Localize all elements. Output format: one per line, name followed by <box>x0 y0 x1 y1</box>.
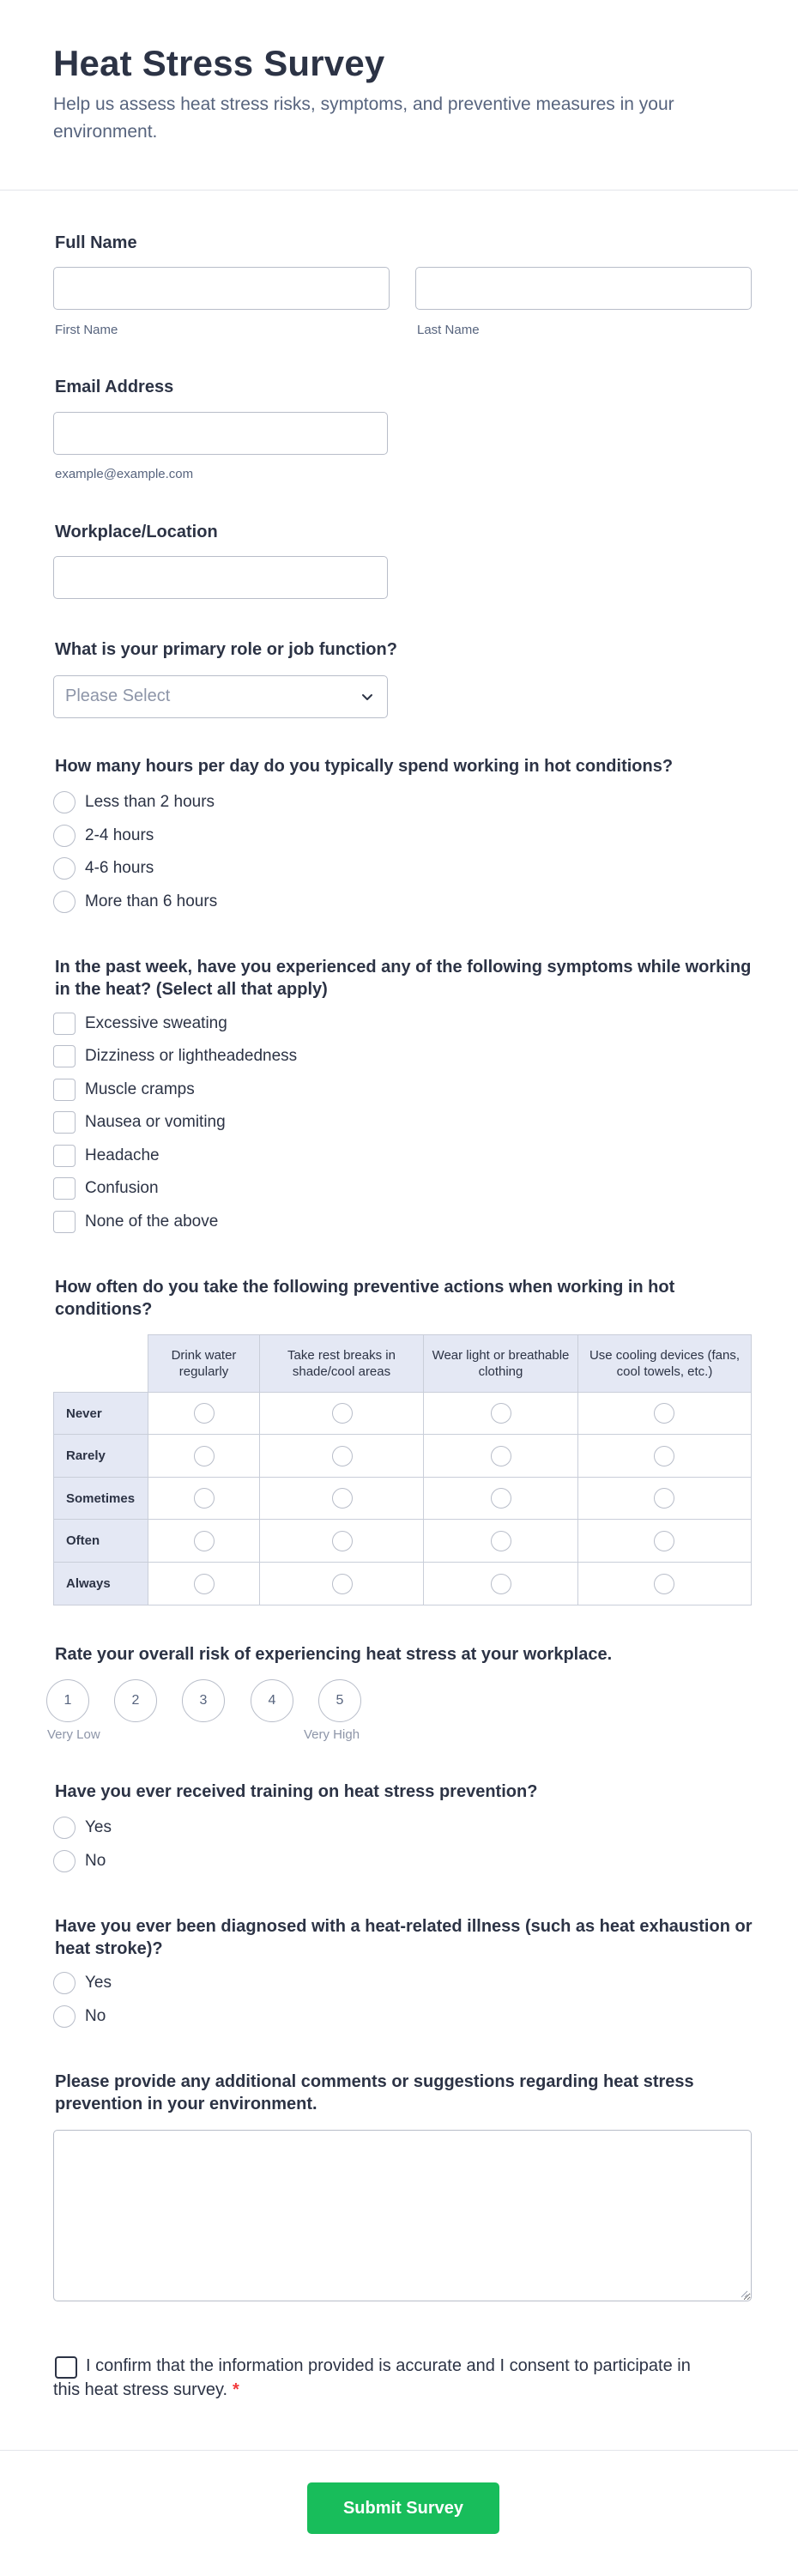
chevron-down-icon <box>358 687 377 706</box>
matrix-radio[interactable] <box>491 1531 511 1551</box>
last-name-input[interactable] <box>415 267 752 310</box>
email-sublabel: example@example.com <box>55 467 194 481</box>
training-label: Have you ever received training on heat stress prevention? <box>55 1782 538 1801</box>
preventive-label: How often do you take the following preventive actions when working in hot conditions? <box>55 1278 675 1319</box>
scale-option-5[interactable]: 5 <box>318 1679 361 1722</box>
matrix-row-header: Always <box>53 1562 148 1605</box>
radio-button[interactable] <box>53 2005 76 2028</box>
radio-button[interactable] <box>53 1850 76 1872</box>
radio-button[interactable] <box>53 825 76 847</box>
checkbox[interactable] <box>53 1177 76 1200</box>
matrix-radio[interactable] <box>194 1531 215 1551</box>
form-title: Heat Stress Survey <box>53 43 385 83</box>
matrix-radio[interactable] <box>194 1403 215 1424</box>
matrix-row-header: Often <box>53 1519 148 1563</box>
matrix-radio[interactable] <box>194 1446 215 1466</box>
matrix-row-divider <box>148 1434 752 1435</box>
hours-label: How many hours per day do you typically spend working in hot conditions? <box>55 757 674 776</box>
radio-button[interactable] <box>53 891 76 913</box>
symptoms-label: In the past week, have you experienced any of the following symptoms while working in the heat? (Select all that apply) <box>55 958 752 999</box>
email-field[interactable] <box>53 412 388 455</box>
radio-button[interactable] <box>53 1972 76 1994</box>
role-select-placeholder: Please Select <box>65 686 171 705</box>
radio-button[interactable] <box>53 857 76 880</box>
scale-high-label: Very High <box>304 1727 360 1742</box>
matrix-radio[interactable] <box>491 1403 511 1424</box>
first-name-input[interactable] <box>53 267 390 310</box>
matrix-column-header: Use cooling devices (fans, cool towels, etc.) <box>577 1334 752 1393</box>
matrix-column-header: Wear light or breathable clothing <box>423 1334 578 1393</box>
submit-button[interactable]: Submit Survey <box>307 2482 499 2534</box>
radio-button[interactable] <box>53 791 76 813</box>
matrix-radio[interactable] <box>332 1403 353 1424</box>
form-subtitle: Help us assess heat stress risks, symptoms, and preventive measures in your environment. <box>53 94 674 142</box>
matrix-row-divider <box>148 1562 752 1563</box>
matrix-radio[interactable] <box>654 1488 674 1509</box>
matrix-radio[interactable] <box>332 1446 353 1466</box>
footer-divider <box>0 2450 798 2451</box>
matrix-radio[interactable] <box>654 1574 674 1594</box>
matrix-column-header: Take rest breaks in shade/cool areas <box>259 1334 424 1393</box>
first-name-sublabel: First Name <box>55 323 118 337</box>
checkbox[interactable] <box>53 1111 76 1134</box>
checkbox[interactable] <box>53 1013 76 1035</box>
scale-option-2[interactable]: 2 <box>114 1679 157 1722</box>
matrix-row-header: Never <box>53 1392 148 1435</box>
scale-option-1[interactable]: 1 <box>46 1679 89 1722</box>
comments-textarea[interactable] <box>53 2130 752 2301</box>
matrix-row-divider <box>148 1519 752 1520</box>
email-label: Email Address <box>55 378 174 396</box>
role-label: What is your primary role or job function? <box>55 640 397 659</box>
matrix-radio[interactable] <box>654 1531 674 1551</box>
role-select[interactable] <box>53 675 388 718</box>
checkbox[interactable] <box>53 1079 76 1101</box>
comments-label: Please provide any additional comments or suggestions regarding heat stress prevention in your environment. <box>55 2072 694 2113</box>
matrix-radio[interactable] <box>332 1574 353 1594</box>
checkbox[interactable] <box>53 1145 76 1167</box>
matrix-radio[interactable] <box>194 1488 215 1509</box>
matrix-row-header: Rarely <box>53 1434 148 1478</box>
required-asterisk: * <box>233 2380 239 2399</box>
form-header <box>0 0 798 190</box>
matrix-radio[interactable] <box>654 1403 674 1424</box>
matrix-radio[interactable] <box>332 1488 353 1509</box>
full-name-label: Full Name <box>55 233 137 252</box>
diagnosed-label: Have you ever been diagnosed with a heat-related illness (such as heat exhaustion or heat stroke)? <box>55 1917 753 1958</box>
workplace-label: Workplace/Location <box>55 523 218 541</box>
checkbox[interactable] <box>53 1045 76 1067</box>
matrix-radio[interactable] <box>491 1574 511 1594</box>
consent-text: I confirm that the information provided is accurate and I consent to participate in this heat stress survey. * <box>53 2356 691 2399</box>
matrix-radio[interactable] <box>654 1446 674 1466</box>
matrix-radio[interactable] <box>491 1446 511 1466</box>
matrix-row-header: Sometimes <box>53 1477 148 1520</box>
workplace-input[interactable] <box>53 556 388 599</box>
matrix-radio[interactable] <box>332 1531 353 1551</box>
scale-option-3[interactable]: 3 <box>182 1679 225 1722</box>
checkbox[interactable] <box>53 1211 76 1233</box>
matrix-row-divider <box>148 1477 752 1478</box>
scale-option-4[interactable]: 4 <box>251 1679 293 1722</box>
risk-label: Rate your overall risk of experiencing heat stress at your workplace. <box>55 1645 613 1664</box>
matrix-radio[interactable] <box>194 1574 215 1594</box>
matrix-column-header: Drink water regularly <box>148 1334 260 1393</box>
matrix-radio[interactable] <box>491 1488 511 1509</box>
radio-button[interactable] <box>53 1817 76 1839</box>
last-name-sublabel: Last Name <box>417 323 480 337</box>
preventive-matrix <box>53 1334 752 1605</box>
resize-handle-icon[interactable] <box>740 2289 748 2298</box>
scale-low-label: Very Low <box>47 1727 100 1742</box>
